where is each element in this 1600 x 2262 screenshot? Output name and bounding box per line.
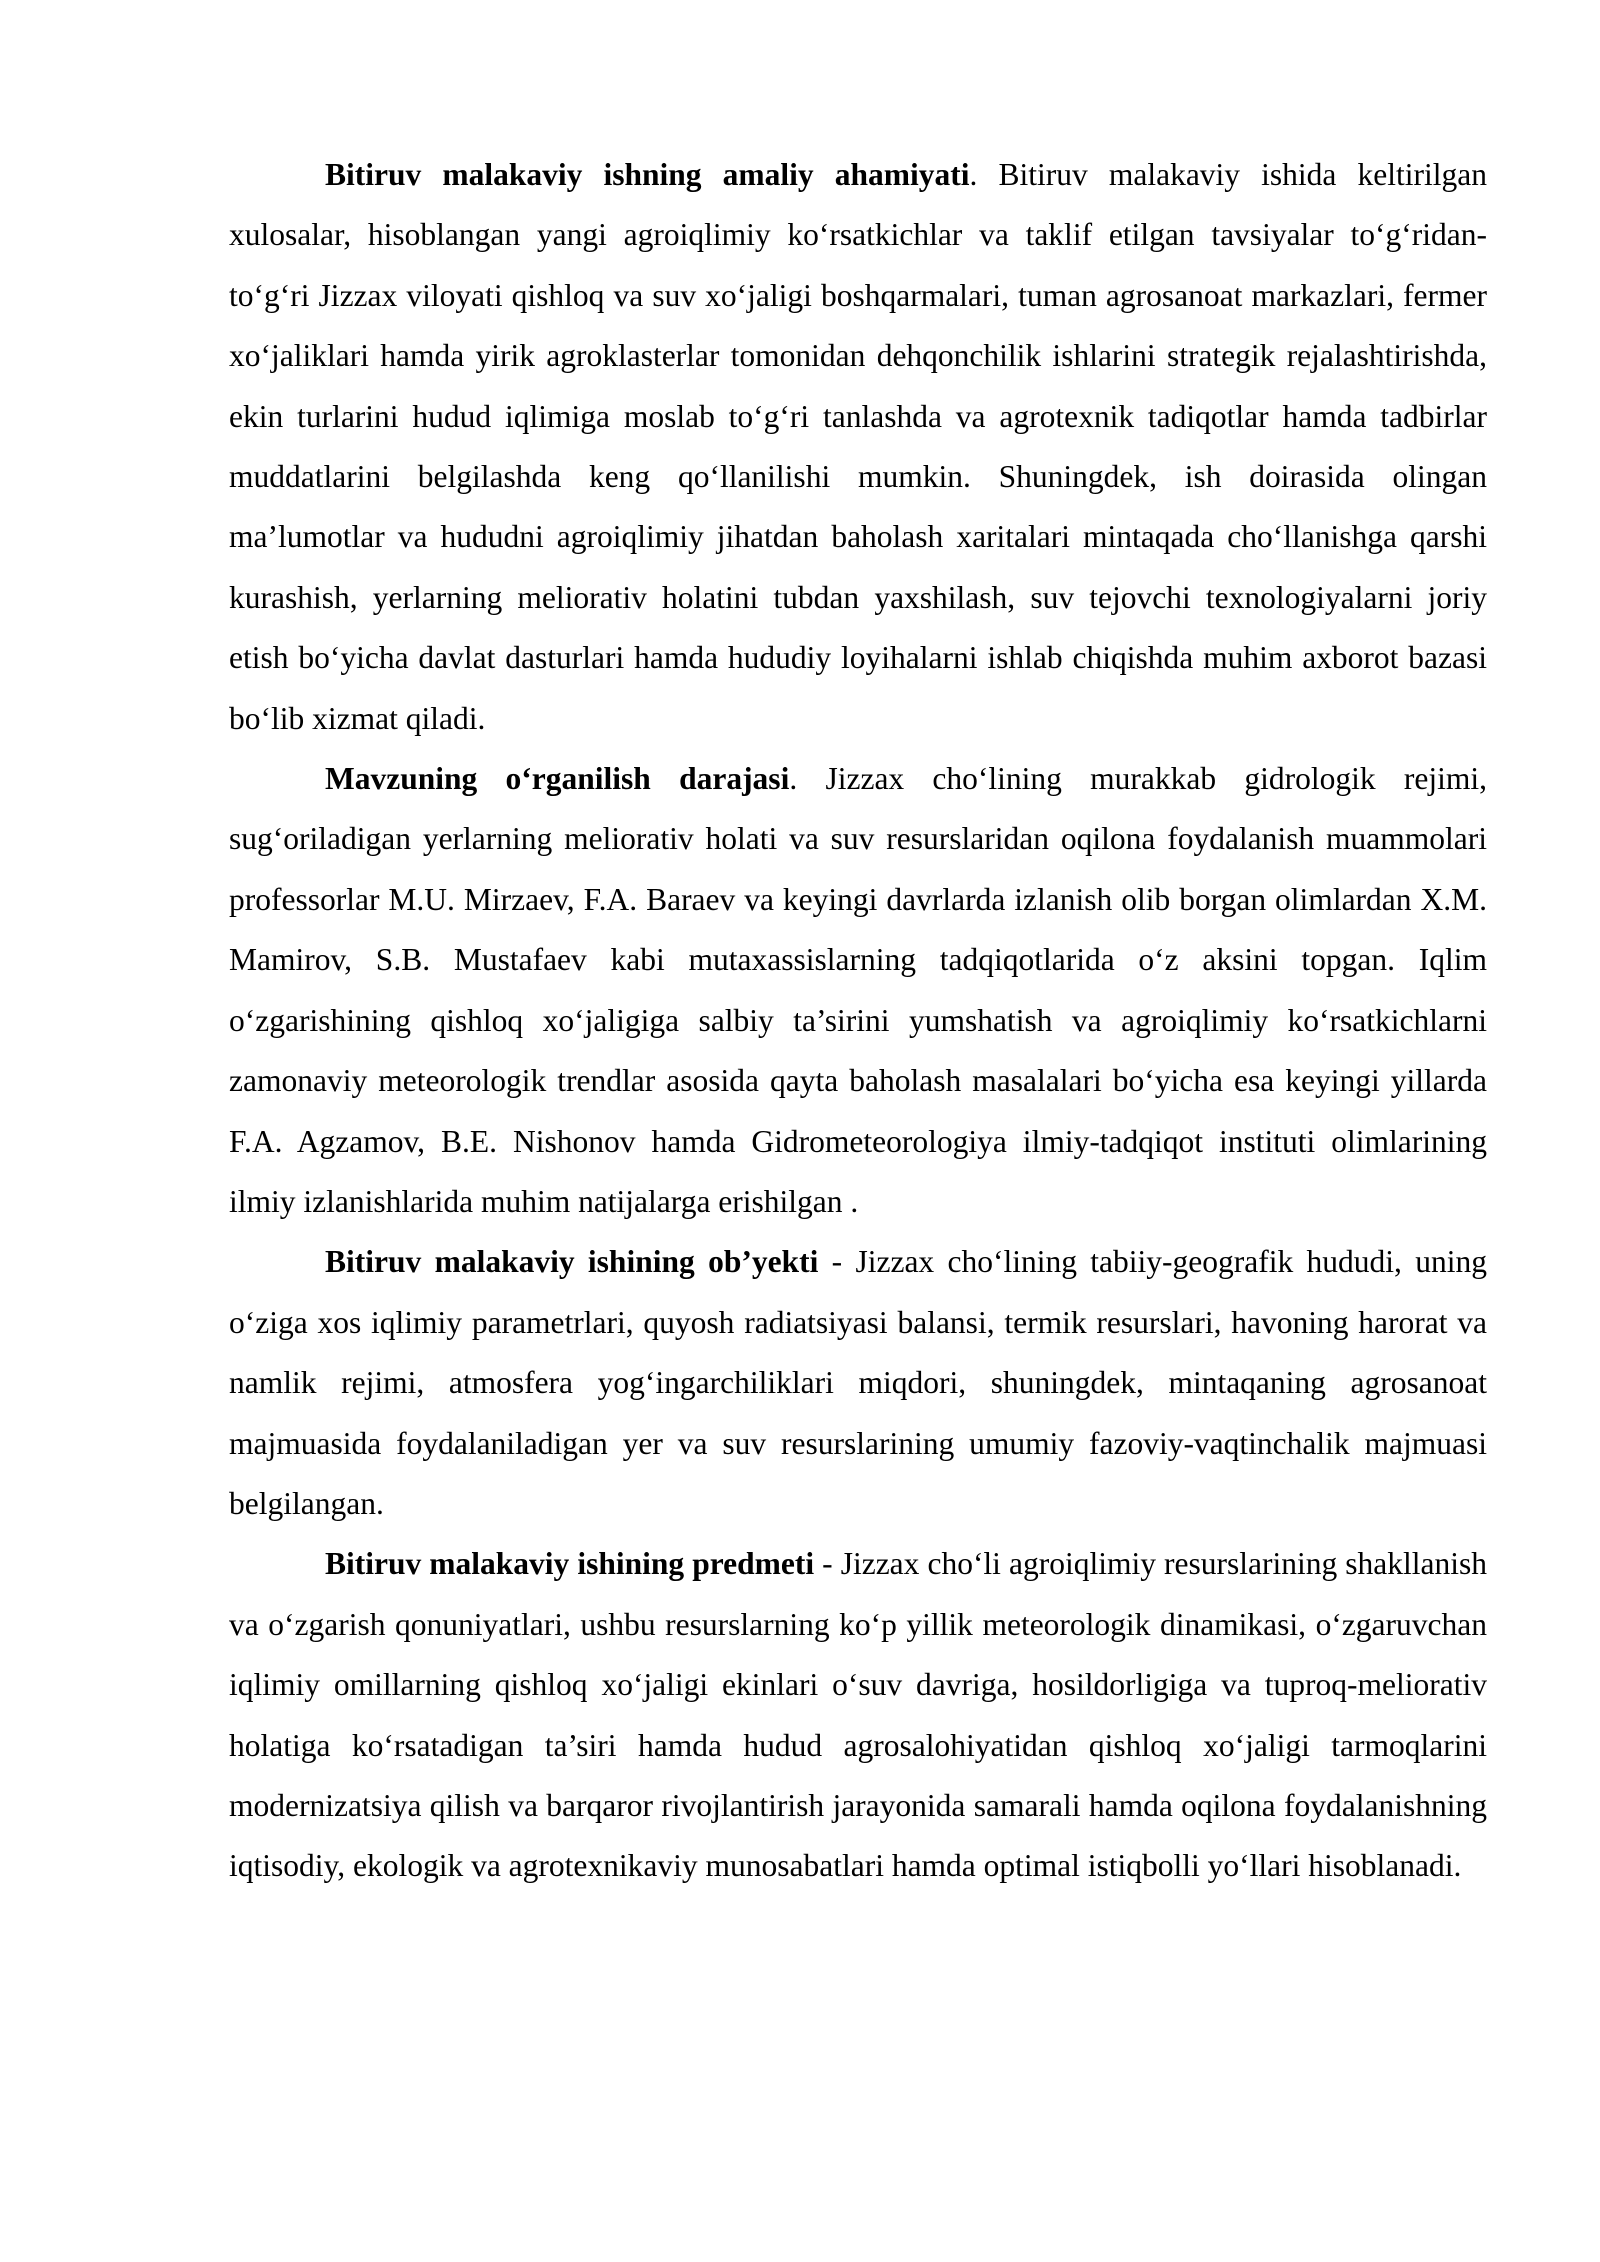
paragraph-text: . Jizzax cho‘lining murakkab gidrologik rejimi, sug‘oriladigan yerlarning meliorativ holati va suv resurslaridan oqilona foydalanish muammolari professorlar M.U. Mirzaev, F.A. Baraev va keyingi davrlarda izlanish olib borgan olimlardan X.M. Mamirov, S.B. Mustafaev kabi mutaxassislarning tadqiqotlarida o‘z aksini topgan. Iqlim o‘zgarishining qishloq xo‘jaligiga salbiy ta’sirini yumshatish va agroiqlimiy ko‘rsatkichlarni zamonaviy meteorologik trendlar asosida qayta baholash masalalari bo‘yicha esa keyingi yillarda F.A. Agzamov, B.E. Nishonov hamda Gidrometeorologiya ilmiy-tadqiqot instituti olimlarining ilmiy izlanishlarida muhim natijalarga erishilgan . — [229, 761, 1488, 1219]
paragraph-study-level — [229, 749, 1487, 1232]
paragraph-heading: Bitiruv malakaviy ishining ob’yekti — [325, 1244, 819, 1280]
paragraph-text: - Jizzax cho‘lining tabiiy-geografik hududi, uning o‘ziga xos iqlimiy parametrlari, quyosh radiatsiyasi balansi, termik resurslari, havoning harorat va namlik rejimi, atmosfera yog‘ingarchiliklari miqdori, shuningdek, mintaqaning agrosanoat majmuasida foydalaniladigan yer va suv resurslarining umumiy fazoviy-vaqtinchalik majmuasi belgilangan. — [229, 1244, 1488, 1521]
paragraph-object — [229, 1232, 1487, 1534]
paragraph-text: - Jizzax cho‘li agroiqlimiy resurslarining shakllanish va o‘zgarish qonuniyatlari, ushbu resurslarning ko‘p yillik meteorologik dinamikasi, o‘zgaruvchan iqlimiy omillarning qishloq xo‘jaligi ekinlari o‘suv davriga, hosildorligiga va tuproq-meliorativ holatiga ko‘rsatadigan ta’siri hamda hudud agrosalohiyatidan qishloq xo‘jaligi tarmoqlarini modernizatsiya qilish va barqaror rivojlantirish jarayonida samarali hamda oqilona foydalanishning iqtisodiy, ekologik va agrotexnikaviy munosabatlari hamda optimal istiqbolli yo‘llari hisoblanadi. — [229, 1546, 1487, 1884]
paragraph-subject — [229, 1534, 1487, 1896]
paragraph-heading: Mavzuning o‘rganilish darajasi — [325, 761, 790, 797]
document-page — [229, 145, 1487, 1897]
paragraph-practical-significance — [229, 145, 1487, 749]
paragraph-heading: Bitiruv malakaviy ishning amaliy ahamiyati — [325, 157, 970, 192]
paragraph-text: . Bitiruv malakaviy ishida keltirilgan xulosalar, hisoblangan yangi agroiqlimiy ko‘rsatkichlar va taklif etilgan tavsiyalar to‘g‘ridan-to‘g‘ri Jizzax viloyati qishloq va suv xo‘jaligi boshqarmalari, tuman agrosanoat markazlari, fermer xo‘jaliklari hamda yirik agroklasterlar tomonidan dehqonchilik ishlarini strategik rejalashtirishda, ekin turlarini hudud iqlimiga moslab to‘g‘ri tanlashda va agrotexnik tadiqotlar hamda tadbirlar muddatlarini belgilashda keng qo‘llanilishi mumkin. Shuningdek, ish doirasida olingan ma’lumotlar va hududni agroiqlimiy jihatdan baholash xaritalari mintaqada cho‘llanishga qarshi kurashish, yerlarning meliorativ holatini tubdan yaxshilash, suv tejovchi texnologiyalarni joriy etish bo‘yicha davlat dasturlari hamda hududiy loyihalarni ishlab chiqishda muhim axborot bazasi bo‘lib xizmat qiladi. — [229, 157, 1487, 736]
paragraph-heading: Bitiruv malakaviy ishining predmeti — [325, 1546, 815, 1582]
